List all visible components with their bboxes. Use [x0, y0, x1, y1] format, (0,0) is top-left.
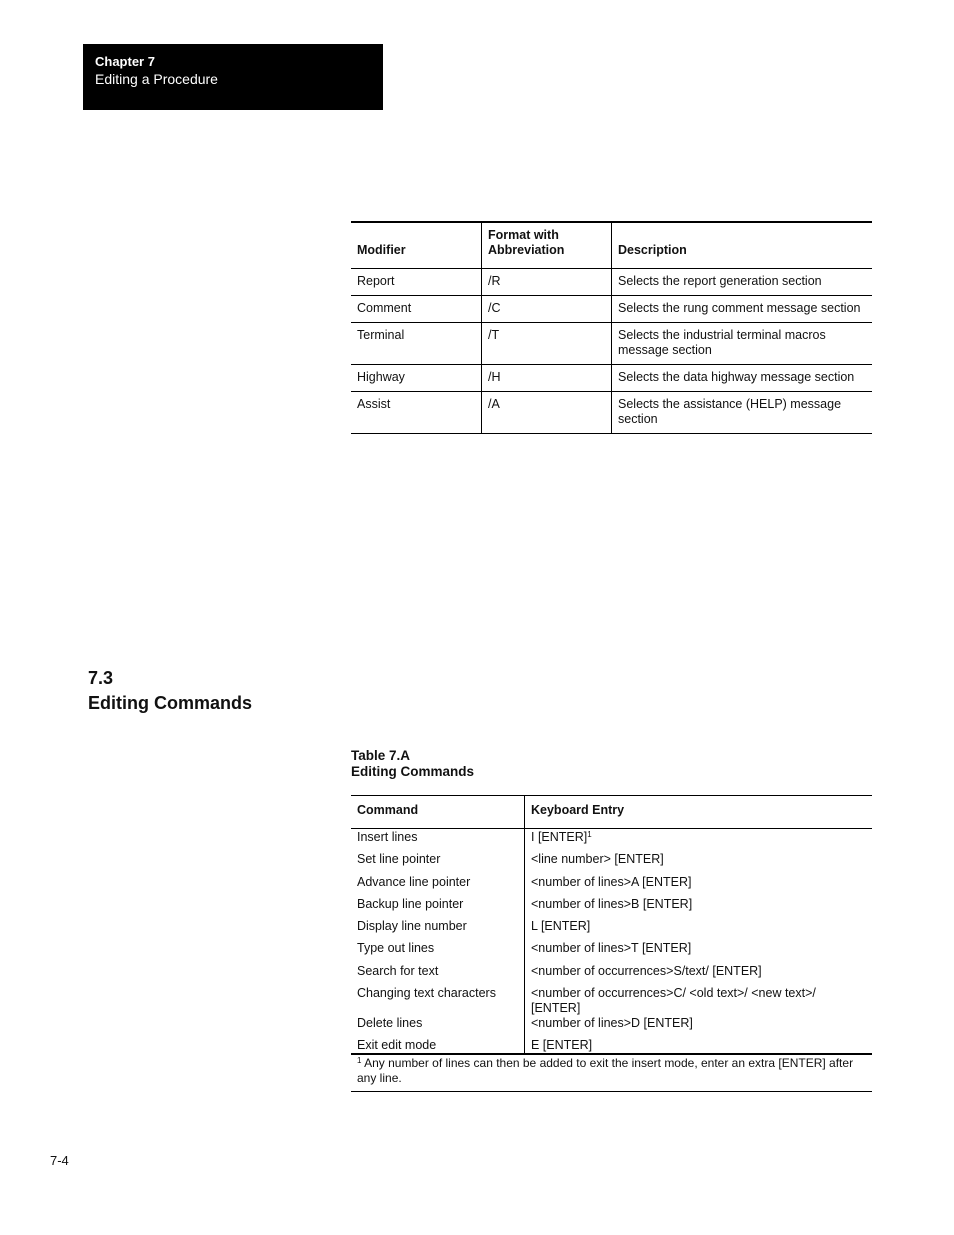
description-cell: Selects the report generation section — [612, 269, 873, 296]
command-cell: Advance line pointer — [351, 875, 525, 897]
command-cell: Backup line pointer — [351, 897, 525, 919]
command-cell: Set line pointer — [351, 852, 525, 874]
table-row — [351, 269, 872, 296]
modifier-cell: Comment — [351, 296, 482, 323]
keyboard-entry-text: I [ENTER] — [531, 830, 588, 844]
page-number: 7-4 — [50, 1153, 69, 1168]
command-cell: Type out lines — [351, 941, 525, 963]
format-cell: /T — [482, 323, 612, 365]
section-title: Editing Commands — [88, 693, 253, 713]
keyboard-entry-cell — [525, 829, 873, 853]
section-heading — [88, 666, 252, 716]
modifier-cell: Assist — [351, 392, 482, 434]
keyboard-entry-cell: <number of lines>D [ENTER] — [531, 1016, 693, 1031]
keyboard-entry-cell: <number of occurrences>S/text/ [ENTER] — [531, 963, 762, 978]
table-caption — [351, 748, 474, 780]
modifier-cell: Terminal — [351, 323, 482, 365]
footnote-marker: 1 — [357, 1056, 362, 1066]
chapter-number: Chapter 7 — [95, 54, 155, 69]
table-caption-label: Table 7.A — [351, 748, 411, 763]
format-cell: /C — [482, 296, 612, 323]
description-cell: Selects the rung comment message section — [612, 296, 873, 323]
column-header: Format with Abbreviation — [482, 222, 612, 269]
table-row — [351, 964, 872, 986]
table-row — [351, 1038, 872, 1054]
table-row — [351, 296, 872, 323]
table-header-row — [351, 222, 872, 269]
format-cell: /H — [482, 365, 612, 392]
chapter-header — [83, 44, 383, 110]
keyboard-entry-cell: <number of lines>T [ENTER] — [531, 941, 692, 956]
table-row — [351, 875, 872, 897]
column-header: Modifier — [351, 222, 482, 269]
keyboard-entry-cell: E [ENTER] — [531, 1038, 593, 1053]
description-cell: Selects the data highway message section — [612, 365, 873, 392]
table-row — [351, 1016, 872, 1038]
command-cell: Insert lines — [351, 829, 525, 853]
command-cell: Delete lines — [351, 1016, 525, 1038]
modifier-table — [351, 221, 872, 434]
column-header: Keyboard Entry — [525, 796, 873, 829]
chapter-title: Editing a Procedure — [95, 71, 218, 87]
format-cell: /A — [482, 392, 612, 434]
table-row — [351, 365, 872, 392]
table-row — [351, 941, 872, 963]
command-cell: Search for text — [351, 964, 525, 986]
format-cell: /R — [482, 269, 612, 296]
keyboard-entry-cell: <number of lines>A [ENTER] — [531, 874, 692, 889]
table-row — [351, 986, 872, 1016]
footnote-row — [351, 1054, 872, 1092]
editing-commands-table — [351, 795, 872, 1092]
keyboard-entry-cell: L [ENTER] — [531, 919, 591, 934]
column-header: Description — [612, 222, 873, 269]
footnote-text: Any number of lines can then be added to exit the insert mode, enter an extra [ENTER] after any line. — [357, 1056, 854, 1086]
section-number: 7.3 — [88, 668, 114, 688]
table-row — [351, 897, 872, 919]
command-cell: Changing text characters — [351, 986, 525, 1016]
description-cell: Selects the assistance (HELP) message section — [612, 392, 873, 434]
keyboard-entry-cell: <line number> [ENTER] — [531, 852, 664, 867]
keyboard-entry-cell: <number of occurrences>C/ <old text>/ <new text>/ [ENTER] — [531, 986, 816, 1016]
table-row — [351, 852, 872, 874]
table-row — [351, 919, 872, 941]
modifier-cell: Highway — [351, 365, 482, 392]
footnote-reference: 1 — [587, 830, 592, 839]
command-cell: Exit edit mode — [351, 1038, 525, 1054]
command-cell: Display line number — [351, 919, 525, 941]
table-header-row — [351, 796, 872, 829]
table-row — [351, 829, 872, 853]
description-cell: Selects the industrial terminal macros message section — [612, 323, 873, 365]
table-footnote — [351, 1054, 872, 1092]
keyboard-entry-cell: <number of lines>B [ENTER] — [531, 896, 693, 911]
modifier-cell: Report — [351, 269, 482, 296]
table-row — [351, 392, 872, 434]
table-caption-title: Editing Commands — [351, 764, 475, 779]
column-header: Command — [351, 796, 525, 829]
table-row — [351, 323, 872, 365]
